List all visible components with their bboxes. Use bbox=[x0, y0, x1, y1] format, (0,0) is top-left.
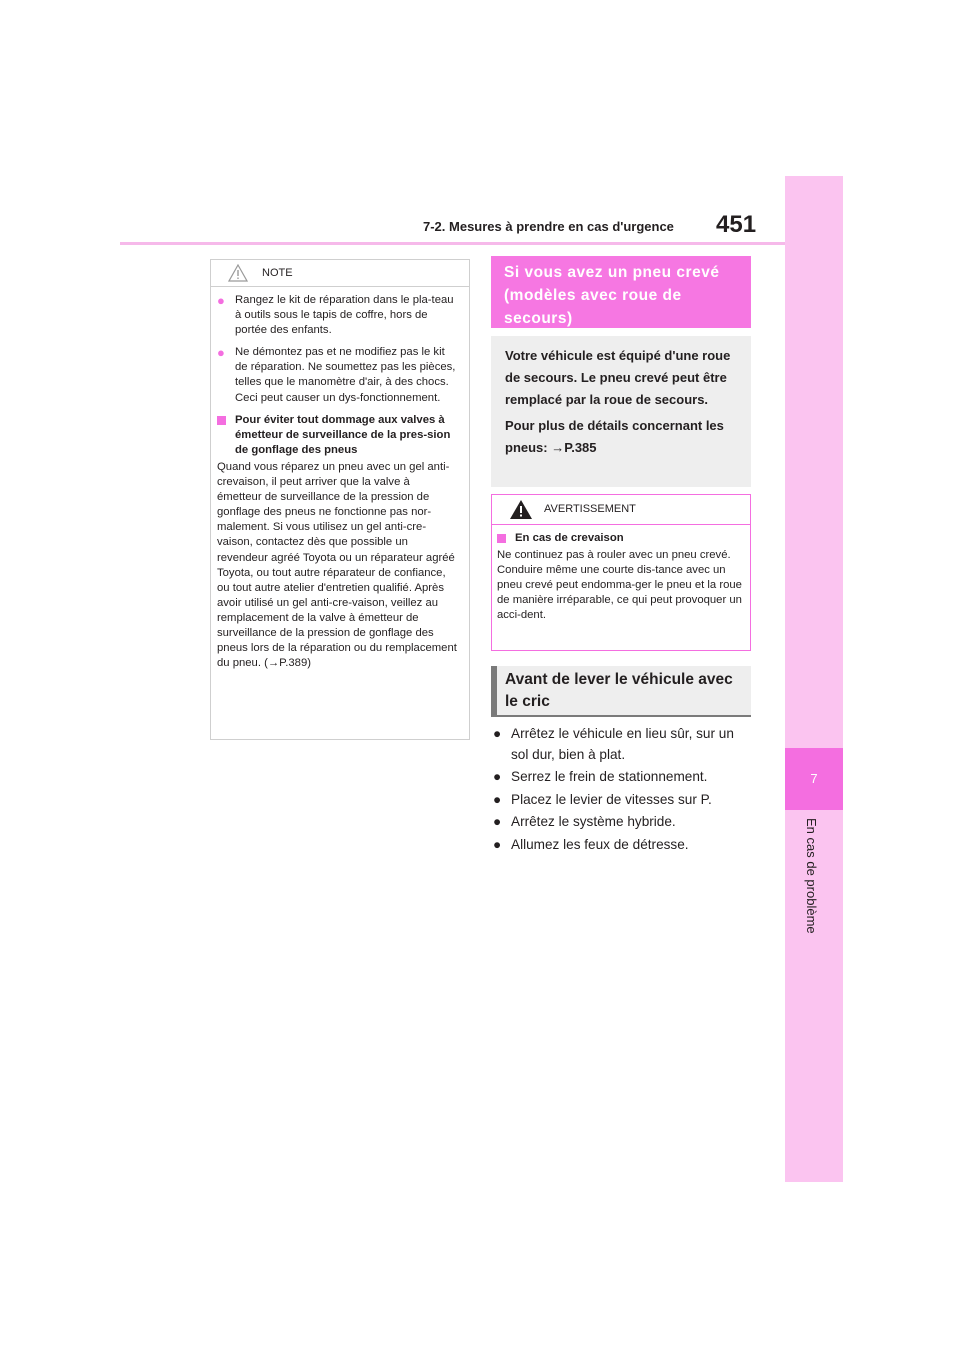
bullet-dot-icon: ● bbox=[217, 293, 225, 308]
bullet-dot-icon: ● bbox=[493, 769, 502, 784]
section-title: 7-2. Mesures à prendre en cas d'urgence bbox=[423, 219, 674, 234]
chapter-title-vertical bbox=[800, 818, 820, 948]
chapter-side-tab bbox=[785, 176, 843, 1182]
bullet-dot-icon: ● bbox=[493, 814, 502, 829]
step-text: Serrez le frein de stationnement. bbox=[511, 769, 708, 784]
note-bullet-text: Ne démontez pas et ne modifiez pas le kit de réparation. Ne soumettez pas les pièces, telles que le manomètre d'air, à des chocs. Ceci peut causer un dys-fonctionnement. bbox=[235, 346, 456, 404]
list-item bbox=[493, 835, 755, 856]
square-bullet-icon bbox=[497, 534, 506, 543]
list-item bbox=[493, 724, 755, 765]
step-text: Arrêtez le système hybride. bbox=[511, 814, 676, 829]
list-item bbox=[493, 767, 755, 788]
bullet-dot-icon: ● bbox=[217, 345, 225, 361]
note-subhead bbox=[217, 413, 457, 458]
tire-reference-link[interactable]: Pour plus de détails concernant les pneus: →P.385 bbox=[505, 418, 724, 455]
step-text: Placez le levier de vitesses sur P. bbox=[511, 791, 712, 807]
warning-subhead-text: En cas de crevaison bbox=[515, 532, 624, 544]
warning-box bbox=[491, 494, 751, 651]
spare-section-heading: Si vous avez un pneu crevé (modèles avec roue de secours) bbox=[491, 256, 751, 328]
list-item bbox=[493, 790, 755, 811]
step-text: Allumez les feux de détresse. bbox=[511, 836, 689, 852]
note-bullet-text: Rangez le kit de réparation dans le pla-teau à outils sous le tapis de coffre, hors de portée des enfants. bbox=[235, 294, 454, 337]
bullet-dot-icon: ● bbox=[493, 726, 502, 741]
list-item bbox=[493, 812, 755, 833]
warning-subhead bbox=[497, 531, 742, 546]
jack-section-heading: Avant de lever le véhicule avec le cric bbox=[491, 666, 751, 717]
bullet-dot-icon: ● bbox=[493, 836, 502, 852]
note-bullet bbox=[217, 293, 457, 338]
warning-header bbox=[492, 495, 750, 525]
bullet-dot-icon: ● bbox=[493, 791, 502, 807]
note-subhead-text: Pour éviter tout dommage aux valves à émetteur de surveillance de la pres-sion de gonflage des pneus bbox=[235, 413, 451, 456]
chapter-title: En cas de problème bbox=[804, 818, 819, 934]
spare-intro: Votre véhicule est équipé d'une roue de secours. Le pneu crevé peut être remplacé par la roue de secours. bbox=[505, 348, 731, 407]
note-paragraph: Quand vous réparez un pneu avec un gel anti-crevaison, il peut arriver que la valve à émetteur de surveillance de la pression de gonflage des pneus ne fonctionne pas nor-malement. Si vous utilisez un gel anti-cre-vaison, contactez dès que possible un revendeur agréé Toyota ou un réparateur agréé Toyota, ou tout autre réparateur de confiance, ou tout autre atelier d'entretien qualifié. Après avoir utilisé un gel anti-cre-vaison, veillez au remplacement de la valve à émetteur de surveillance de la pression de gonflage des pneus lors de la réparation ou du remplacement du pneu. (→P.389) bbox=[217, 460, 457, 670]
note-body bbox=[211, 287, 469, 671]
warning-title: AVERTISSEMENT bbox=[544, 503, 636, 515]
step-text: Arrêtez le véhicule en lieu sûr, sur un sol dur, bien à plat. bbox=[511, 726, 734, 762]
warning-text: Ne continuez pas à rouler avec un pneu crevé. Conduire même une courte dis-tance avec un pneu crevé peut endomma-ger le pneu et la roue de manière irréparable, ce qui peut provoquer un acci-dent. bbox=[497, 549, 742, 622]
header-rule bbox=[120, 242, 785, 245]
jack-steps-list bbox=[493, 724, 755, 857]
chapter-number: 7 bbox=[785, 748, 843, 810]
warning-triangle-icon bbox=[509, 499, 533, 520]
note-box bbox=[210, 259, 470, 740]
caution-triangle-icon bbox=[228, 264, 248, 282]
spare-info-box bbox=[491, 336, 751, 487]
note-header bbox=[211, 260, 469, 287]
square-bullet-icon bbox=[217, 416, 226, 425]
warning-body bbox=[492, 525, 750, 624]
note-title: NOTE bbox=[262, 267, 293, 279]
note-bullet bbox=[217, 345, 457, 405]
page-number: 451 bbox=[716, 211, 757, 238]
